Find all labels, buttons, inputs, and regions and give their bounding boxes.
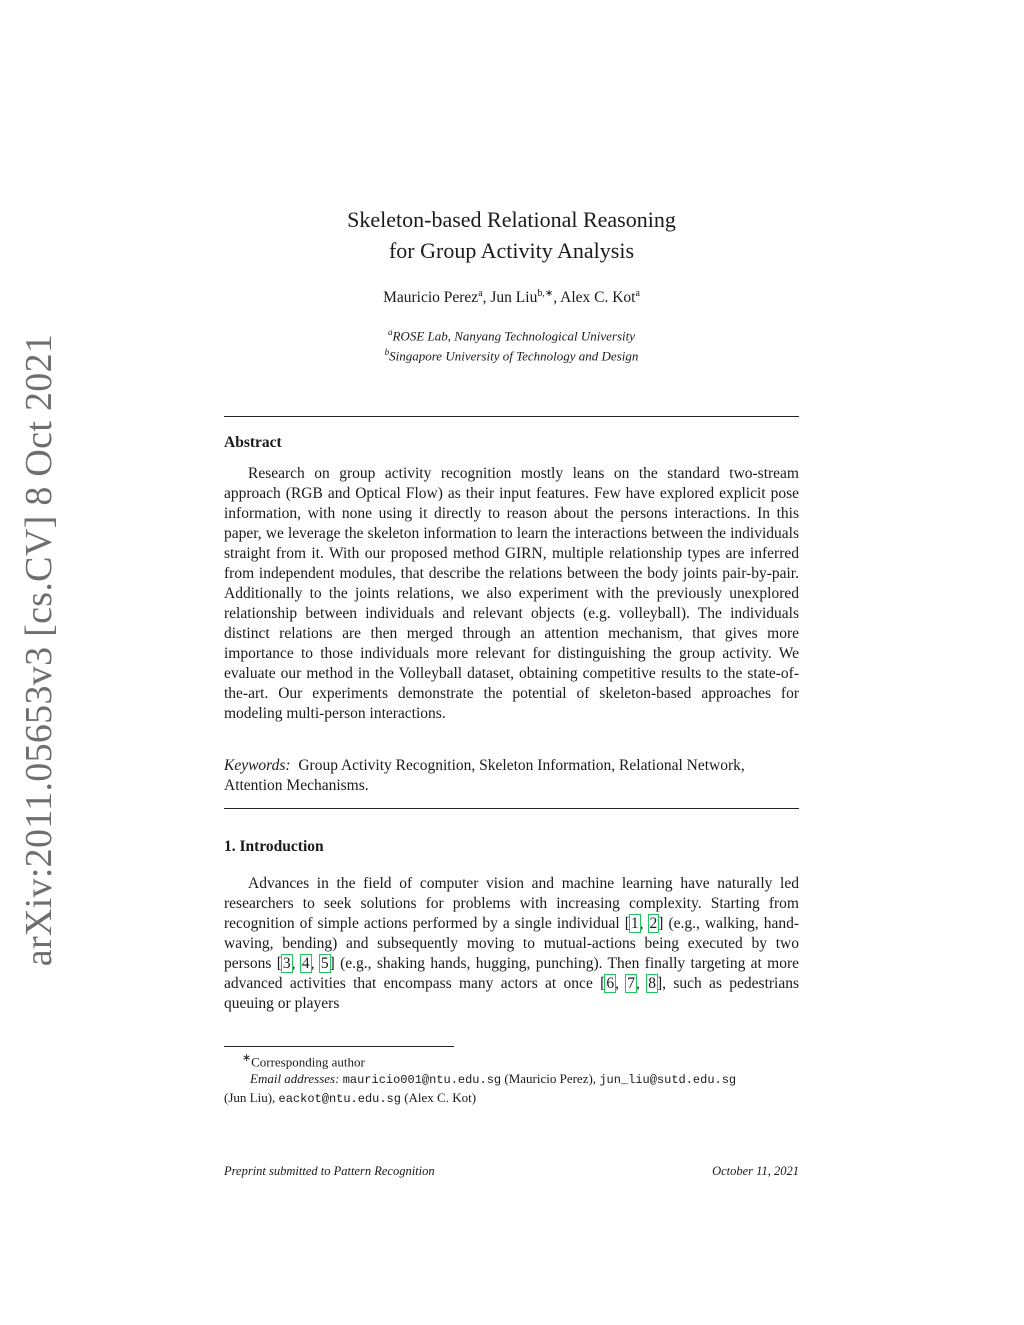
citation-link[interactable]: 3 bbox=[282, 955, 291, 972]
keywords-label: Keywords: bbox=[224, 757, 291, 774]
title-line-2: for Group Activity Analysis bbox=[388, 238, 635, 263]
footnote-rule bbox=[224, 1046, 454, 1047]
affiliations bbox=[224, 324, 799, 365]
page-footer bbox=[224, 1164, 799, 1179]
introduction-heading: 1. Introduction bbox=[224, 838, 324, 855]
footnote bbox=[224, 1050, 799, 1108]
footer-preprint: Preprint submitted to Pattern Recognition bbox=[224, 1164, 435, 1178]
email-link[interactable]: eackot@ntu.edu.sg bbox=[278, 1092, 401, 1107]
author-2-sup: b,∗ bbox=[537, 288, 554, 299]
citation-link[interactable]: 2 bbox=[649, 915, 658, 932]
arxiv-id: arXiv:2011.05653v3 [cs.CV] 8 Oct 2021 bbox=[18, 333, 61, 967]
email-link[interactable]: jun_liu@sutd.edu.sg bbox=[599, 1073, 737, 1088]
citation-link[interactable]: 7 bbox=[627, 975, 636, 992]
abstract-text: Research on group activity recognition mostly leans on the standard two-stream approach (RGB and Optical Flow) as their input features. Few have explored explicit pose information, with none using it directly to reason about the persons interactions. In this paper, we leverage the skeleton information to learn the interactions between the individuals straight from it. With our proposed method GIRN, multiple relationship types are inferred from independent modules, that describe the relations between the body joints pair-by-pair. Additionally to the joints relations, we also experiment with the previously unexplored relationship between individuals and relevant objects (e.g. volleyball). The individuals distinct relations are then merged through an attention mechanism, that gives more importance to those individuals more relevant for distinguishing the group activity. We evaluate our method in the Volleyball dataset, obtaining competitive results to the state-of-the-art. Our experiments demonstrate the potential of skeleton-based approaches for modeling multi-person interactions. bbox=[224, 465, 799, 722]
citation-link[interactable]: 1 bbox=[630, 915, 639, 932]
title-line-1: Skeleton-based Relational Reasoning bbox=[347, 207, 676, 232]
paper-title bbox=[224, 204, 799, 266]
citation-link[interactable]: 4 bbox=[301, 955, 310, 972]
citation-link[interactable]: 8 bbox=[648, 975, 656, 992]
author-3-sup: a bbox=[635, 288, 640, 299]
author-1: Mauricio Perez bbox=[383, 289, 479, 307]
arxiv-sidebar bbox=[14, 333, 64, 967]
abstract-top-rule bbox=[224, 416, 799, 417]
keywords bbox=[224, 756, 799, 796]
author-2: Jun Liu bbox=[490, 289, 538, 307]
corresponding-note: ∗Corresponding author bbox=[242, 1052, 365, 1070]
author-1-sup: a bbox=[478, 288, 483, 299]
abstract-heading: Abstract bbox=[224, 434, 282, 451]
abstract-bottom-rule bbox=[224, 808, 799, 809]
email-addresses: Email addresses: mauricio001@ntu.edu.sg (Mauricio Perez), jun_liu@sutd.edu.sg (Jun Liu), eackot@ntu.edu.sg (Alex C. Kot) bbox=[224, 1071, 737, 1107]
email-link[interactable]: mauricio001@ntu.edu.sg bbox=[342, 1073, 502, 1088]
introduction-paragraph: Advances in the field of computer vision and machine learning have naturally led researchers to seek solutions for problems with increasing complexity. Starting from recognition of simple actions performed by a single individual [1, 2] (e.g., walking, hand-waving, bending) and subsequently moving to mutual-actions being executed by two persons [3, 4, 5] (e.g., shaking hands, hugging, punching). Then finally targeting at more advanced activities that encompass many actors at once [6, 7, 8], such as pedestrians queuing or players bbox=[224, 875, 800, 1012]
author-list: Mauricio Perez$^a$, Jun Liu$^{b,∗}$, Alex C. Kot$^a$ bbox=[383, 288, 640, 307]
citation-link[interactable]: 5 bbox=[320, 955, 329, 972]
affiliation-a: $^a$ROSE Lab, Nanyang Technological University bbox=[387, 327, 636, 344]
affiliation-b: $^b$Singapore University of Technology and Design bbox=[384, 347, 639, 364]
citation-link[interactable]: 6 bbox=[606, 975, 615, 992]
keywords-text: Group Activity Recognition, Skeleton Information, Relational Network, Attention Mechanisms. bbox=[224, 757, 745, 794]
footer-date: October 11, 2021 bbox=[712, 1164, 799, 1178]
author-3: Alex C. Kot bbox=[560, 289, 636, 307]
